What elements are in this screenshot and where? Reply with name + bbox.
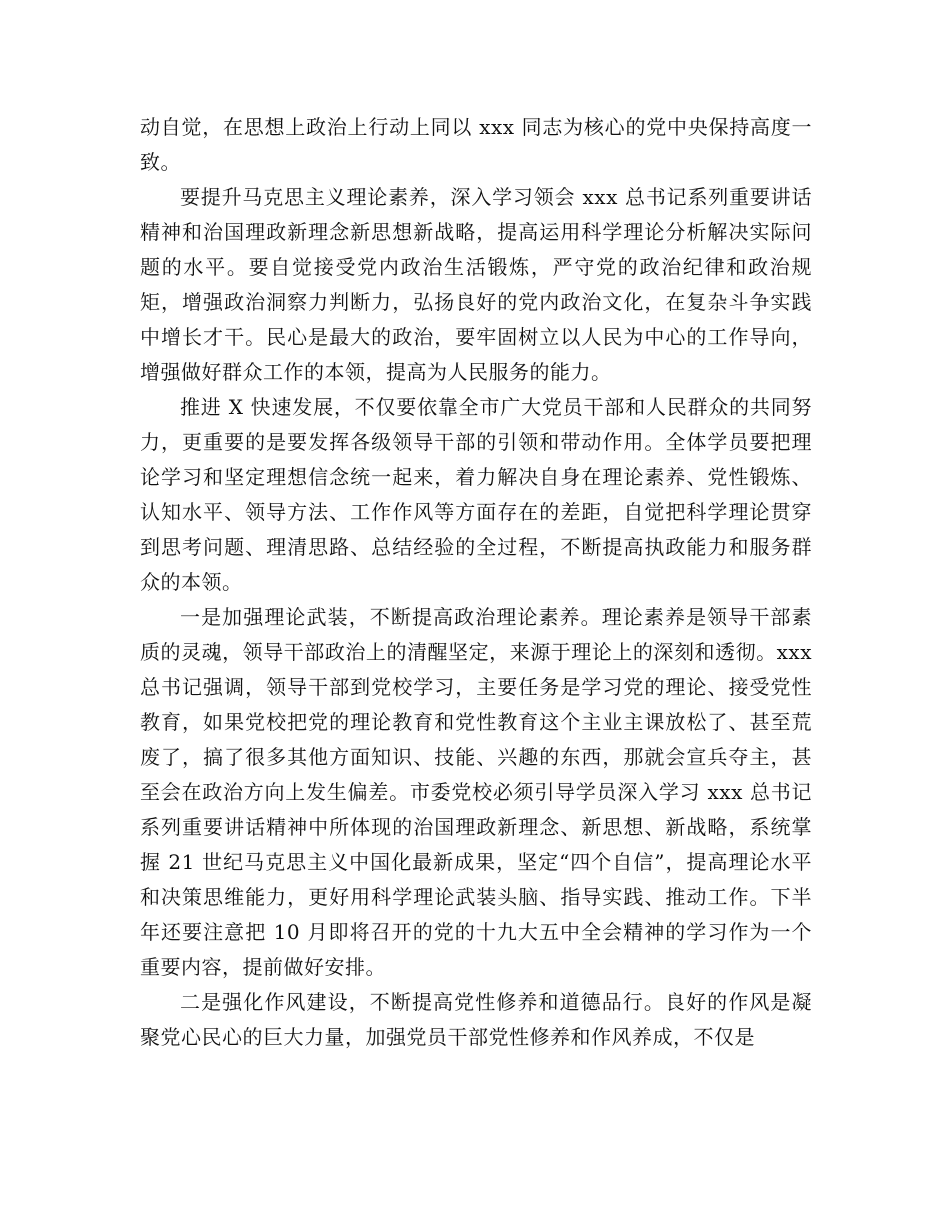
paragraph-3: 推进 X 快速发展，不仅要依靠全市广大党员干部和人民群众的共同努力，更重要的是要发挥各级领导干部的引领和带动作用。全体学员要把理论学习和坚定理想信念统一起来，着力解决自身在理论素养、党性锻炼、认知水平、领导方法、工作作风等方面存在的差距，自觉把科学理论贯穿到思考问题、理清思路、总结经验的全过程，不断提高执政能力和服务群众的本领。 bbox=[140, 395, 812, 594]
paragraph-1: 动自觉，在思想上政治上行动上同以 xxx 同志为核心的党中央保持高度一致。 bbox=[140, 115, 812, 174]
document-body bbox=[140, 110, 812, 1055]
paragraph-5: 二是强化作风建设，不断提高党性修养和道德品行。良好的作风是凝聚党心民心的巨大力量，加强党员干部党性修养和作风养成，不仅是 bbox=[140, 990, 812, 1049]
paragraph-2: 要提升马克思主义理论素养，深入学习领会 xxx 总书记系列重要讲话精神和治国理政新理念新思想新战略，提高运用科学理论分析解决实际问题的水平。要自觉接受党内政治生活锻炼，严守党的政治纪律和政治规矩，增强政治洞察力判断力，弘扬良好的党内政治文化，在复杂斗争实践中增长才干。民心是最大的政治，要牢固树立以人民为中心的工作导向，增强做好群众工作的本领，提高为人民服务的能力。 bbox=[140, 185, 812, 384]
paragraph-4: 一是加强理论武装，不断提高政治理论素养。理论素养是领导干部素质的灵魂，领导干部政治上的清醒坚定，来源于理论上的深刻和透彻。xxx 总书记强调，领导干部到党校学习，主要任务是学习党的理论、接受党性教育，如果党校把党的理论教育和党性教育这个主业主课放松了、甚至荒废了，搞了很多其他方面知识、技能、兴趣的东西，那就会宣兵夺主，甚至会在政治方向上发生偏差。市委党校必须引导学员深入学习 xxx 总书记系列重要讲话精神中所体现的治国理政新理念、新思想、新战略，系统掌握 21 世纪马克思主义中国化最新成果，坚定“四个自信”，提高理论水平和决策思维能力，更好用科学理论武装头脑、指导实践、推动工作。下半年还要注意把 10 月即将召开的党的十九大五中全会精神的学习作为一个重要内容，提前做好安排。 bbox=[140, 605, 812, 979]
